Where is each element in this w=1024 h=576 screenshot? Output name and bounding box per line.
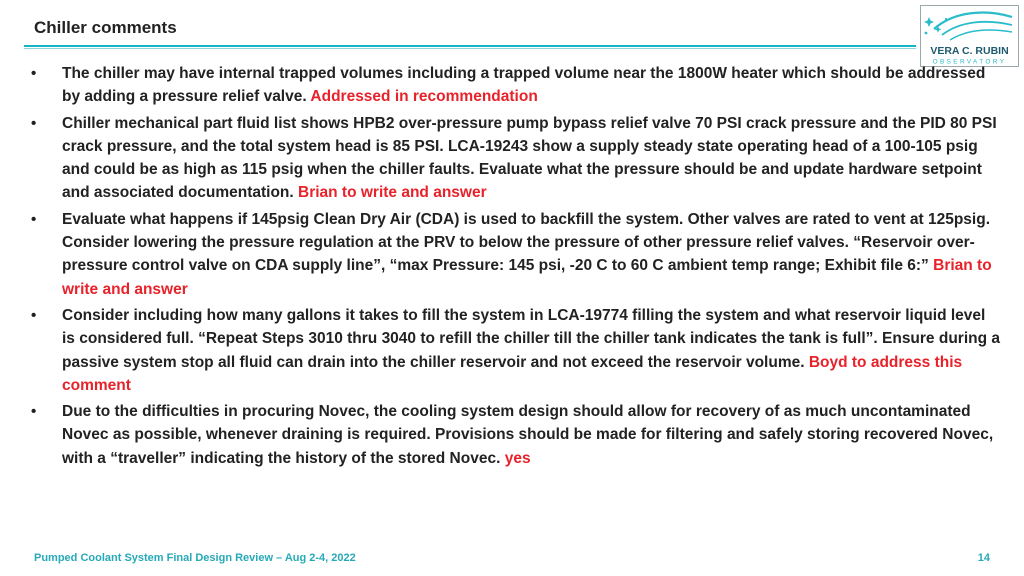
comment-item: [0, 400, 1000, 470]
bullet-icon: •: [31, 306, 37, 324]
comment-item: [0, 208, 1000, 301]
logo-name: VERA C. RUBIN: [930, 45, 1009, 57]
comment-item: [0, 304, 1000, 397]
comment-list: [0, 62, 1000, 473]
comment-text: Consider including how many gallons it takes to fill the system in LCA-19774 filling the system and what reservoir liquid level is considered full. “Repeat Steps 3010 thru 3040 to refill the chiller till the chiller tank indicates the tank is full”. Ensure during a passive system stop all fluid can drain into the chiller reservoir and not exceed the reservoir volume.: [62, 306, 1000, 371]
comment-text: Due to the difficulties in procuring Novec, the cooling system design should allow for recovery of as much uncontaminated Novec as possible, whenever draining is required. Provisions should be made for filtering and safely storing recovered Novec, with a “traveller” indicating the history of the stored Novec.: [62, 403, 994, 467]
comment-response: Boyd to address this comment: [62, 353, 963, 394]
page-number: 14: [977, 552, 990, 564]
comment-response: yes: [504, 449, 531, 467]
footer-event-label: Pumped Coolant System Final Design Review – Aug 2-4, 2022: [34, 552, 356, 564]
comment-text: Chiller mechanical part fluid list shows HPB2 over-pressure pump bypass relief valve 70 PSI crack pressure and the PID 80 PSI crack pressure, and the total system head is 85 PSI. LCA-19243 show a supply steady state operating head of a 100-105 psig and could be as high as 115 psig when the chiller faults. Evaluate what the pressure should be and update hardware setpoint and associated documentation.: [62, 114, 997, 202]
title-divider: [24, 45, 916, 49]
bullet-icon: •: [31, 403, 37, 421]
comment-response: Addressed in recommendation: [310, 88, 538, 106]
bullet-icon: •: [31, 114, 37, 132]
comment-response: Brian to write and answer: [298, 184, 487, 202]
comment-item: [0, 62, 1000, 109]
comment-response: Brian to write and answer: [62, 257, 992, 298]
comment-text: The chiller may have internal trapped volumes including a trapped volume near the 1800W heater which should be addressed by adding a pressure relief valve.: [62, 65, 986, 106]
rubin-observatory-logo: [920, 5, 1019, 67]
comment-item: [0, 112, 1000, 205]
slide-title: Chiller comments: [34, 18, 177, 37]
bullet-icon: •: [31, 65, 37, 82]
comment-text: Evaluate what happens if 145psig Clean Dry Air (CDA) is used to backfill the system. Other valves are rated to vent at 125psig. Consider lowering the pressure regulation at the PRV to below the pressure of other pressure relief valves. “Reservoir over-pressure control valve on CDA supply line”, “max Pressure: 145 psi, -20 C to 60 C ambient temp range; Exhibit file 6:”: [62, 210, 991, 275]
logo-subtitle: OBSERVATORY: [932, 58, 1007, 66]
bullet-icon: •: [31, 210, 37, 228]
